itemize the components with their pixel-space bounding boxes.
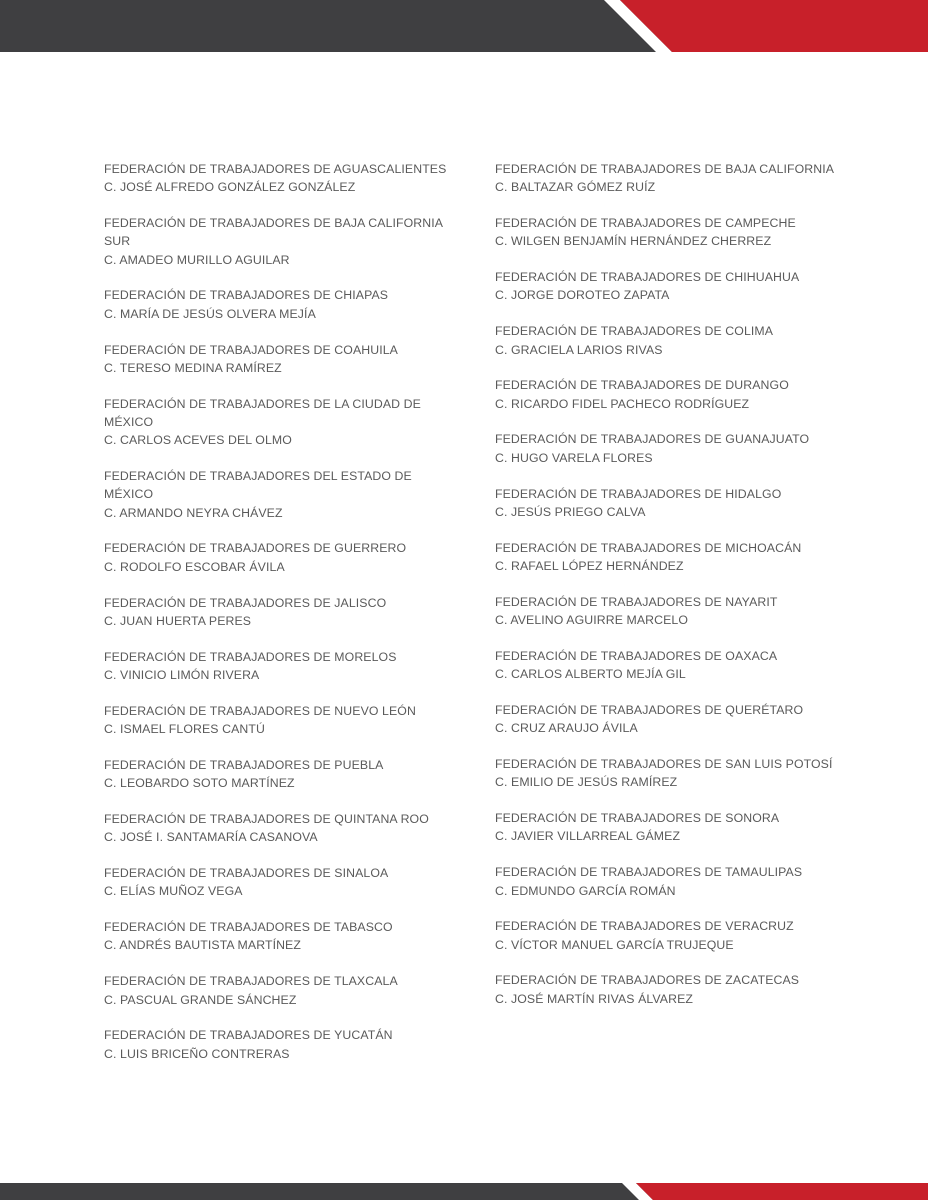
- federation-name: FEDERACIÓN DE TRABAJADORES DE DURANGO: [495, 378, 789, 393]
- federation-leader: C. ISMAEL FLORES CANTÚ: [104, 722, 265, 737]
- federation-name: FEDERACIÓN DE TRABAJADORES DE YUCATÁN: [104, 1028, 393, 1043]
- footer-band: [0, 1183, 928, 1200]
- footer-band-graphic: [0, 1183, 928, 1200]
- federation-leader: C. RICARDO FIDEL PACHECO RODRÍGUEZ: [495, 396, 750, 411]
- federation-entry: [104, 214, 464, 269]
- federation-entry: [104, 864, 464, 901]
- federation-name: FEDERACIÓN DE TRABAJADORES DE QUERÉTARO: [495, 702, 804, 717]
- federation-leader: C. PASCUAL GRANDE SÁNCHEZ: [104, 992, 297, 1007]
- federation-entry: [495, 214, 835, 251]
- federations-left-column: [104, 160, 464, 1080]
- federation-entry: [495, 268, 835, 305]
- federation-name: FEDERACIÓN DE TRABAJADORES DE SONORA: [495, 811, 780, 826]
- federation-entry: [495, 971, 835, 1008]
- federation-entry: [495, 430, 835, 467]
- federation-leader: C. JORGE DOROTEO ZAPATA: [495, 288, 670, 303]
- federation-leader: C. WILGEN BENJAMÍN HERNÁNDEZ CHERREZ: [495, 234, 772, 249]
- federation-entry: [104, 972, 464, 1009]
- federation-name: FEDERACIÓN DE TRABAJADORES DE CHIHUAHUA: [495, 270, 800, 285]
- federation-leader: C. RODOLFO ESCOBAR ÁVILA: [104, 559, 285, 574]
- federation-name: FEDERACIÓN DE TRABAJADORES DE OAXACA: [495, 648, 778, 663]
- federation-leader: C. VÍCTOR MANUEL GARCÍA TRUJEQUE: [495, 937, 734, 952]
- federation-entry: [495, 647, 835, 684]
- federation-leader: C. JOSÉ ALFREDO GONZÁLEZ GONZÁLEZ: [104, 180, 356, 195]
- federation-name: FEDERACIÓN DE TRABAJADORES DE CAMPECHE: [495, 216, 796, 231]
- federation-leader: C. JUAN HUERTA PERES: [104, 613, 252, 628]
- federation-name: FEDERACIÓN DE TRABAJADORES DE COAHUILA: [104, 342, 398, 357]
- header-band-red: [620, 0, 928, 52]
- federation-leader: C. CRUZ ARAUJO ÁVILA: [495, 721, 638, 736]
- federation-leader: C. TERESO MEDINA RAMÍREZ: [104, 360, 282, 375]
- federation-entry: [495, 809, 835, 846]
- federation-name: FEDERACIÓN DE TRABAJADORES DE VERACRUZ: [495, 919, 794, 934]
- federation-name: FEDERACIÓN DE TRABAJADORES DE BAJA CALIFORNIA: [495, 162, 835, 176]
- federation-name: FEDERACIÓN DE TRABAJADORES DE MORELOS: [104, 649, 397, 664]
- federation-leader: C. ELÍAS MUÑOZ VEGA: [104, 884, 243, 899]
- federation-name: FEDERACIÓN DE TRABAJADORES DE CHIAPAS: [104, 288, 389, 303]
- federation-entry: [104, 756, 464, 793]
- federation-entry: [495, 917, 835, 954]
- federation-leader: C. AVELINO AGUIRRE MARCELO: [495, 613, 689, 628]
- federation-name: FEDERACIÓN DE TRABAJADORES DE JALISCO: [104, 595, 387, 610]
- federation-leader: C. EDMUNDO GARCÍA ROMÁN: [495, 883, 676, 898]
- federation-entry: [104, 395, 424, 450]
- header-band: [0, 0, 928, 52]
- footer-band-red: [636, 1183, 928, 1200]
- federation-entry: [104, 918, 464, 955]
- federation-name: FEDERACIÓN DE TRABAJADORES DE GUANAJUATO: [495, 432, 810, 447]
- federation-name: FEDERACIÓN DE TRABAJADORES DE HIDALGO: [495, 486, 782, 501]
- federation-leader: C. GRACIELA LARIOS RIVAS: [495, 342, 663, 357]
- federation-name: FEDERACIÓN DE TRABAJADORES DE BAJA CALIFORNIA SUR: [104, 216, 443, 249]
- federation-name: FEDERACIÓN DE TRABAJADORES DE TLAXCALA: [104, 974, 398, 989]
- federation-leader: C. CARLOS ALBERTO MEJÍA GIL: [495, 667, 686, 682]
- federation-leader: C. JOSÉ MARTÍN RIVAS ÁLVAREZ: [495, 991, 693, 1006]
- header-band-graphic: [0, 0, 928, 52]
- federation-name: FEDERACIÓN DE TRABAJADORES DE AGUASCALIENTES: [104, 162, 447, 176]
- federation-leader: C. VINICIO LIMÓN RIVERA: [104, 667, 260, 682]
- federation-name: FEDERACIÓN DE TRABAJADORES DE TABASCO: [104, 920, 393, 935]
- federation-name: FEDERACIÓN DE TRABAJADORES DE NAYARIT: [495, 594, 778, 609]
- federation-leader: C. RAFAEL LÓPEZ HERNÁNDEZ: [495, 558, 684, 573]
- federation-entry: [104, 594, 464, 631]
- federation-entry: [495, 160, 835, 197]
- federation-leader: C. LUIS BRICEÑO CONTRERAS: [104, 1046, 290, 1061]
- federation-entry: [495, 593, 835, 630]
- federation-name: FEDERACIÓN DE TRABAJADORES DE ZACATECAS: [495, 973, 800, 988]
- federation-name: FEDERACIÓN DE TRABAJADORES DE SAN LUIS POTOSÍ: [495, 757, 833, 772]
- federation-leader: C. JAVIER VILLARREAL GÁMEZ: [495, 829, 681, 844]
- federation-name: FEDERACIÓN DE TRABAJADORES DE NUEVO LEÓN: [104, 703, 416, 718]
- federation-name: FEDERACIÓN DE TRABAJADORES DE MICHOACÁN: [495, 540, 802, 555]
- federation-name: FEDERACIÓN DE TRABAJADORES DE TAMAULIPAS: [495, 865, 803, 880]
- federation-entry: [495, 376, 835, 413]
- federation-leader: C. ANDRÉS BAUTISTA MARTÍNEZ: [104, 938, 301, 953]
- federation-entry: [495, 863, 835, 900]
- federation-entry: [495, 755, 835, 792]
- federation-entry: [104, 160, 464, 197]
- federation-leader: C. MARÍA DE JESÚS OLVERA MEJÍA: [104, 306, 316, 321]
- federation-leader: C. AMADEO MURILLO AGUILAR: [104, 252, 290, 267]
- federation-entry: [104, 810, 464, 847]
- federation-entry: [104, 467, 464, 522]
- federation-leader: C. EMILIO DE JESÚS RAMÍREZ: [495, 775, 678, 790]
- federation-name: FEDERACIÓN DE TRABAJADORES DE PUEBLA: [104, 757, 384, 772]
- federation-entry: [104, 648, 464, 685]
- federation-leader: C. LEOBARDO SOTO MARTÍNEZ: [104, 776, 295, 791]
- federation-leader: C. ARMANDO NEYRA CHÁVEZ: [104, 505, 283, 520]
- federations-right-column: [495, 160, 835, 1026]
- federation-name: FEDERACIÓN DE TRABAJADORES DE COLIMA: [495, 324, 774, 339]
- federation-entry: [104, 1026, 464, 1063]
- federation-leader: C. HUGO VARELA FLORES: [495, 450, 653, 465]
- federation-entry: [104, 702, 464, 739]
- federation-leader: C. BALTAZAR GÓMEZ RUÍZ: [495, 180, 656, 195]
- federation-leader: C. JESÚS PRIEGO CALVA: [495, 504, 646, 519]
- federation-entry: [495, 485, 835, 522]
- federation-entry: [495, 539, 835, 576]
- federation-entry: [104, 286, 464, 323]
- federation-entry: [495, 322, 835, 359]
- federation-entry: [104, 539, 464, 576]
- federation-name: FEDERACIÓN DE TRABAJADORES DEL ESTADO DE MÉXICO: [104, 469, 412, 502]
- federation-leader: C. CARLOS ACEVES DEL OLMO: [104, 433, 292, 448]
- federation-name: FEDERACIÓN DE TRABAJADORES DE SINALOA: [104, 866, 389, 881]
- federation-name: FEDERACIÓN DE TRABAJADORES DE QUINTANA ROO: [104, 811, 429, 826]
- federation-entry: [495, 701, 835, 738]
- federation-entry: [104, 341, 464, 378]
- federation-leader: C. JOSÉ I. SANTAMARÍA CASANOVA: [104, 830, 318, 845]
- federation-name: FEDERACIÓN DE TRABAJADORES DE GUERRERO: [104, 541, 407, 556]
- federation-name: FEDERACIÓN DE TRABAJADORES DE LA CIUDAD DE MÉXICO: [104, 396, 421, 429]
